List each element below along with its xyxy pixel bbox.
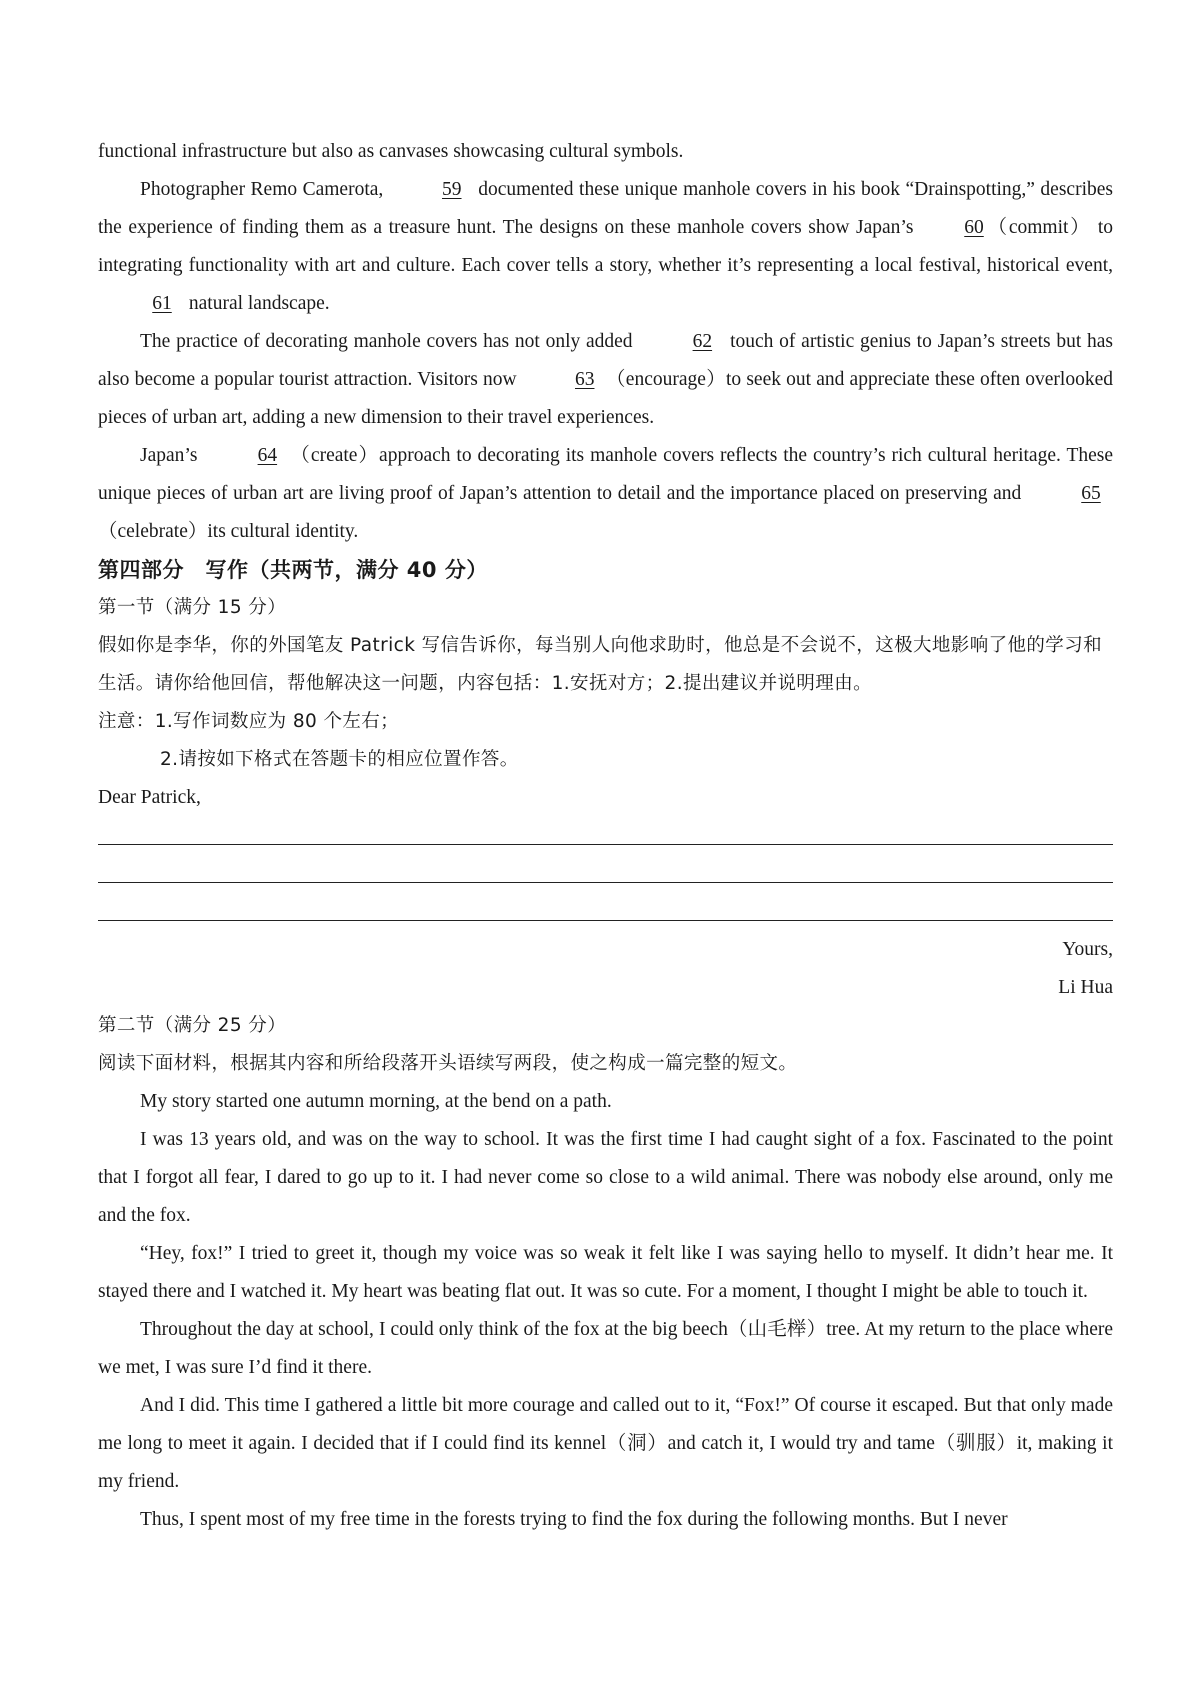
text: Photographer Remo Camerota, [140,179,389,200]
part4-heading: 第四部分 写作（共两节，满分 40 分） [98,558,488,582]
story-paragraph: Thus, I spent most of my free time in the forests trying to find the fox during the following months. But I never [140,1509,1008,1530]
text: documented these unique manhole covers in his book “Drainspotting,” describes the experience of finding them as a treasure hunt. The designs on these manhole covers show Japan’s [98,179,1113,238]
text: （encourage）to seek out and appreciate these often overlooked pieces of urban art, adding a new dimension to their travel experiences. [98,369,1113,428]
section1-note-1: 注意：1.写作词数应为 80 个左右； [98,711,400,732]
answer-blank-63: 63 [574,369,595,390]
text: touch of artistic genius to Japan’s streets but has also become a popular tourist attraction. Visitors now [98,331,1114,390]
answer-line [98,817,1113,855]
answer-blank-60: 60 [964,217,984,238]
section2-title: 第二节（满分 25 分） [98,1015,287,1036]
passage-line: functional infrastructure but also as canvases showcasing cultural symbols. [98,141,684,162]
answer-line [98,893,1113,931]
letter-closing: Yours, [1062,939,1113,960]
letter-signature: Li Hua [1058,977,1113,998]
section1-prompt: 假如你是李华，你的外国笔友 Patrick 写信告诉你，每当别人向他求助时，他总是不会说不，这极大地影响了他的学习和生活。请你给他回信，帮他解决这一问题，内容包括：1.安抚对方；2.提出建议并说明理由。 [98,635,1103,694]
answer-blank-62: 62 [692,331,713,352]
answer-blank-65: 65 [1081,483,1101,504]
answer-blank-61: 61 [152,293,172,314]
passage-paragraph-1 [98,171,1113,323]
answer-blank-59: 59 [442,179,462,200]
story-paragraph: My story started one autumn morning, at the bend on a path. [140,1091,612,1112]
section2-prompt: 阅读下面材料，根据其内容和所给段落开头语续写两段，使之构成一篇完整的短文。 [98,1053,798,1074]
story-paragraph: Throughout the day at school, I could only think of the fox at the big beech（山毛榉）tree. At my return to the place where we met, I was sure I’d find it there. [98,1319,1113,1378]
answer-line [98,855,1113,893]
passage-paragraph-2 [98,323,1113,437]
text: （celebrate）its cultural identity. [98,521,359,542]
answer-blank-64: 64 [257,445,278,466]
story-paragraph: I was 13 years old, and was on the way to school. It was the first time I had caught sight of a fox. Fascinated to the point that I forgot all fear, I dared to go up to it. I had never come so close to a wild animal. There was nobody else around, only me and the fox. [98,1129,1113,1226]
story-paragraph: And I did. This time I gathered a little bit more courage and called out to it, “Fox!” Of course it escaped. But that only made me long to meet it again. I decided that if I could find its kennel（洞）and catch it, I would try and tame（驯服）it, making it my friend. [98,1395,1113,1492]
text: （create）approach to decorating its manhole covers reflects the country’s rich cultural heritage. These unique pieces of urban art are living proof of Japan’s attention to detail and the importance placed on preserving and [98,445,1113,504]
section1-title: 第一节（满分 15 分） [98,597,287,618]
text: The practice of decorating manhole covers has not only added [140,331,639,352]
letter-salutation: Dear Patrick, [98,787,201,808]
text: natural landscape. [184,293,330,314]
story-paragraph: “Hey, fox!” I tried to greet it, though my voice was so weak it felt like I was saying hello to myself. It didn’t hear me. It stayed there and I watched it. My heart was beating flat out. It was so cute. For a moment, I thought I might be able to touch it. [98,1243,1113,1302]
section1-note-2: 2.请按如下格式在答题卡的相应位置作答。 [160,749,519,770]
text: Japan’s [140,445,204,466]
passage-paragraph-3 [98,437,1113,551]
exam-page [98,133,1113,1539]
text: （commit） to integrating functionality with art and culture. Each cover tells a story, whether it’s representing a local festival, historical event, [98,217,1113,276]
